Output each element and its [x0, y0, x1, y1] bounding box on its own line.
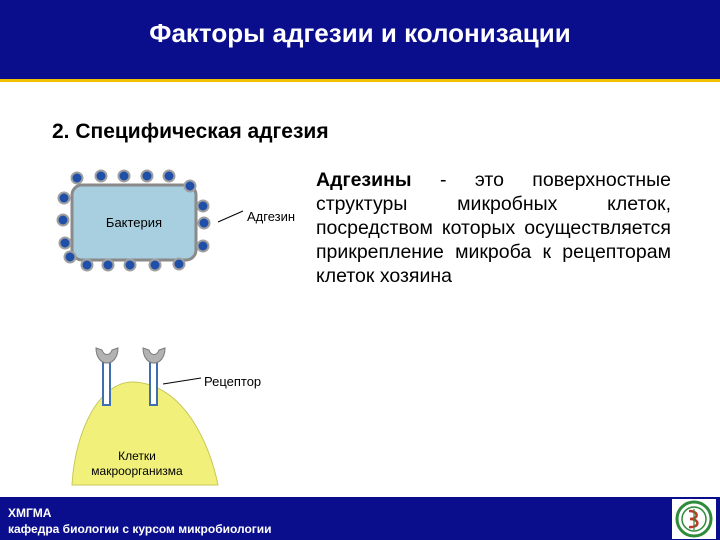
- section-heading: 2. Специфическая адгезия: [52, 120, 329, 143]
- adhesion-diagram: [0, 150, 310, 495]
- adhesin-pointer: [218, 211, 243, 222]
- adhesin-dot: [164, 171, 175, 182]
- adhesin-dot: [103, 260, 114, 271]
- bacterium-label: Бактерия: [105, 215, 163, 230]
- adhesin-dot: [60, 238, 71, 249]
- adhesin-dot: [198, 201, 209, 212]
- adhesin-dot: [199, 218, 210, 229]
- definition-term: Адгезины: [316, 169, 412, 191]
- university-emblem-icon: [672, 499, 716, 539]
- slide-title: Факторы адгезии и колонизации: [149, 18, 571, 48]
- adhesin-dot: [125, 260, 136, 271]
- host-cells-label-line1: Клетки: [118, 449, 156, 463]
- adhesin-dot: [198, 241, 209, 252]
- adhesin-dot: [82, 260, 93, 271]
- definition-text: - это поверхностные структуры микробных клеток, посредством которых осуществляется прикрепление микроба к рецепторам клеток хозяина: [316, 169, 671, 287]
- title-underline: [0, 79, 720, 82]
- receptor-stem-right: [150, 362, 157, 405]
- adhesin-label: Адгезин: [247, 209, 296, 224]
- footer-department: кафедра биологии с курсом микробиологии: [8, 522, 272, 536]
- adhesin-dot: [72, 173, 83, 184]
- receptor-pointer: [163, 378, 201, 384]
- adhesin-dot: [58, 215, 69, 226]
- adhesin-dot: [96, 171, 107, 182]
- title-bar: [0, 0, 720, 82]
- adhesin-dot: [185, 181, 196, 192]
- adhesin-dot: [150, 260, 161, 271]
- receptor-head-right: [143, 348, 165, 363]
- adhesin-definition: [316, 168, 671, 288]
- footer-institution: ХМГМА: [8, 506, 52, 520]
- adhesin-dot: [59, 193, 70, 204]
- host-cells-label-line2: макроорганизма: [91, 464, 183, 478]
- adhesin-dot: [65, 252, 76, 263]
- adhesin-dot: [174, 259, 185, 270]
- receptor-head-left: [96, 348, 118, 363]
- footer-text: [8, 505, 272, 537]
- receptor-label: Рецептор: [204, 374, 262, 389]
- adhesin-dot: [142, 171, 153, 182]
- footer-bar: [0, 497, 720, 540]
- receptor-stem-left: [103, 362, 110, 405]
- adhesin-dot: [119, 171, 130, 182]
